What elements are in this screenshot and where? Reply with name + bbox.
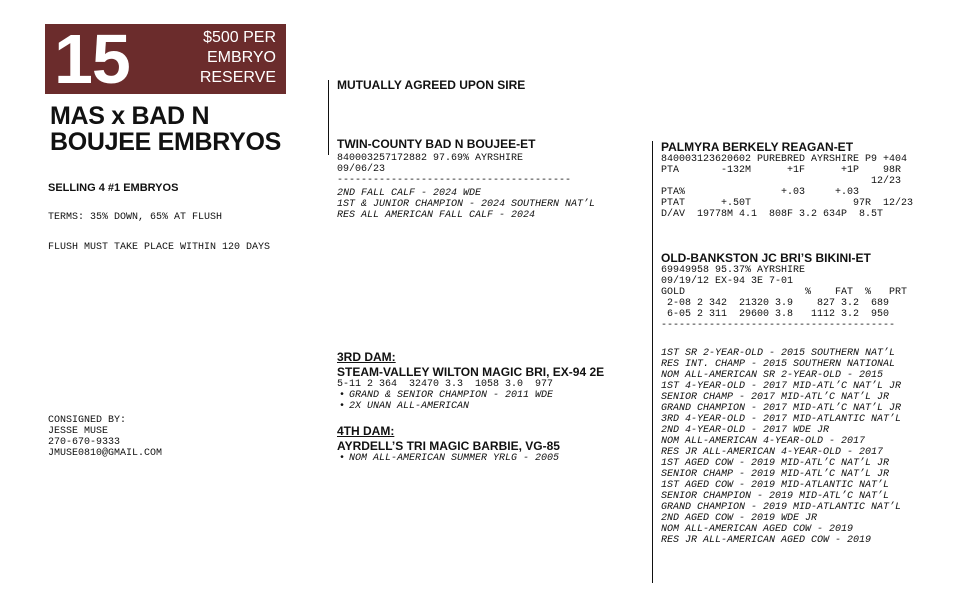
divider	[328, 80, 329, 155]
bullet-item: • 2X UNAN ALL-AMERICAN	[349, 401, 604, 412]
granddam-data-line: GOLD % FAT % PRT	[661, 287, 908, 298]
lot-number: 15	[54, 20, 130, 98]
third-dam-record: 5-11 2 364 32470 3.3 1058 3.0 977	[337, 379, 554, 390]
dam-name: TWIN-COUNTY BAD N BOUJEE-ET	[337, 137, 536, 151]
third-dam-block	[337, 350, 604, 412]
award-line: RES ALL AMERICAN FALL CALF - 2024	[337, 210, 536, 221]
award-line: 1ST AGED COW - 2019 MID-ATLANTIC NAT’L	[661, 480, 890, 491]
dam-block	[337, 137, 595, 221]
sire-label: MUTUALLY AGREED UPON SIRE	[337, 78, 526, 92]
award-line: 1ST AGED COW - 2019 MID-ATL’C NAT’L JR	[661, 458, 890, 469]
consignor-name: JESSE MUSE	[48, 426, 109, 437]
granddam-data-line: 69949958 95.37% AYRSHIRE	[661, 265, 806, 276]
sire-of-dam-block	[661, 140, 961, 220]
consigned-label: CONSIGNED BY:	[48, 415, 127, 426]
granddam-block	[661, 251, 961, 331]
dam-id: 840003257172882 97.69% AYRSHIRE	[337, 153, 524, 164]
award-line: NOM ALL-AMERICAN 4-YEAR-OLD - 2017	[661, 436, 866, 447]
award-line: 1ST & JUNIOR CHAMPION - 2024 SOUTHERN NAT’L	[337, 199, 596, 210]
flush-text: FLUSH MUST TAKE PLACE WITHIN 120 DAYS	[48, 242, 271, 253]
terms-text: TERMS: 35% DOWN, 65% AT FLUSH	[48, 212, 223, 223]
award-line: 2ND 4-YEAR-OLD - 2017 WDE JR	[661, 425, 830, 436]
award-line: 1ST SR 2-YEAR-OLD - 2015 SOUTHERN NAT’L	[661, 348, 896, 359]
granddam-data-line: 09/19/12 EX-94 3E 7-01	[661, 276, 794, 287]
lot-title	[50, 103, 281, 155]
third-dam-bullets	[337, 390, 604, 412]
title-line: BOUJEE EMBRYOS	[50, 128, 282, 156]
award-line: 3RD 4-YEAR-OLD - 2017 MID-ATLANTIC NAT’L	[661, 414, 902, 425]
granddam-name: OLD-BANKSTON JC BRI’S BIKINI-ET	[661, 251, 871, 265]
fourth-dam-block	[337, 424, 560, 464]
lot-box	[45, 20, 286, 98]
bullet-item: • GRAND & SENIOR CHAMPION - 2011 WDE	[349, 390, 604, 401]
award-line: GRAND CHAMPION - 2019 MID-ATLANTIC NAT’L	[661, 502, 902, 513]
dashed-divider: ---------------------------------------	[337, 175, 572, 186]
third-dam-name: STEAM-VALLEY WILTON MAGIC BRI, EX-94 2E	[337, 365, 605, 379]
award-line: RES JR ALL-AMERICAN 4-YEAR-OLD - 2017	[661, 447, 884, 458]
title-line: MAS x BAD N	[50, 102, 210, 130]
sire-of-dam-name: PALMYRA BERKELY REAGAN-ET	[661, 140, 854, 154]
sire-data-line: 12/23	[661, 176, 902, 187]
fourth-dam-heading: 4TH DAM:	[337, 424, 395, 438]
granddam-data-line: ---------------------------------------	[661, 320, 896, 331]
award-line: SENIOR CHAMP - 2017 MID-ATL’C NAT’L JR	[661, 392, 890, 403]
award-line: NOM ALL-AMERICAN SR 2-YEAR-OLD - 2015	[661, 370, 884, 381]
dam-birthdate: 09/06/23	[337, 164, 386, 175]
award-line: 2ND AGED COW - 2019 WDE JR	[661, 513, 818, 524]
sire-data-line: PTA -132M +1F +1P 98R	[661, 165, 902, 176]
granddam-awards	[661, 348, 901, 546]
fourth-dam-name: AYRDELL’S TRI MAGIC BARBIE, VG-85	[337, 439, 560, 453]
award-line: SENIOR CHAMP - 2019 MID-ATL’C NAT’L JR	[661, 469, 890, 480]
granddam-data-line: 2-08 2 342 21320 3.9 827 3.2 689	[661, 298, 890, 309]
price-line: RESERVE	[199, 69, 276, 86]
price-line: $500 PER	[203, 29, 276, 46]
sire-data-line: PTAT +.50T 97R 12/23	[661, 198, 914, 209]
sire-data-line: 840003123620602 PUREBRED AYRSHIRE P9 +404	[661, 154, 908, 165]
sire-data-line: D/AV 19778M 4.1 808F 3.2 634P 8.5T	[661, 209, 884, 220]
price-line: EMBRYO	[206, 49, 276, 66]
award-line: GRAND CHAMPION - 2017 MID-ATL’C NAT’L JR	[661, 403, 902, 414]
award-line: 1ST 4-YEAR-OLD - 2017 MID-ATL’C NAT’L JR	[661, 381, 902, 392]
bullet-item: • NOM ALL-AMERICAN SUMMER YRLG - 2005	[349, 453, 560, 464]
granddam-data-line: 6-05 2 311 29600 3.8 1112 3.2 950	[661, 309, 890, 320]
award-line: RES INT. CHAMP - 2015 SOUTHERN NATIONAL	[661, 359, 896, 370]
award-line: NOM ALL-AMERICAN AGED COW - 2019	[661, 524, 854, 535]
consignor-info	[48, 415, 162, 459]
consignor-phone: 270-670-9333	[48, 437, 121, 448]
sire-data-line: PTA% +.03 +.03	[661, 187, 860, 198]
fourth-dam-bullets	[337, 453, 560, 464]
award-line: RES JR ALL-AMERICAN AGED COW - 2019	[661, 535, 872, 546]
award-line: SENIOR CHAMPION - 2019 MID-ATL’C NAT’L	[661, 491, 890, 502]
consignor-email: JMUSE0810@GMAIL.COM	[48, 448, 163, 459]
divider	[652, 141, 653, 583]
selling-text: SELLING 4 #1 EMBRYOS	[48, 182, 179, 194]
lot-price	[166, 28, 276, 88]
third-dam-heading: 3RD DAM:	[337, 350, 396, 364]
dam-awards	[337, 188, 595, 221]
award-line: 2ND FALL CALF - 2024 WDE	[337, 188, 482, 199]
